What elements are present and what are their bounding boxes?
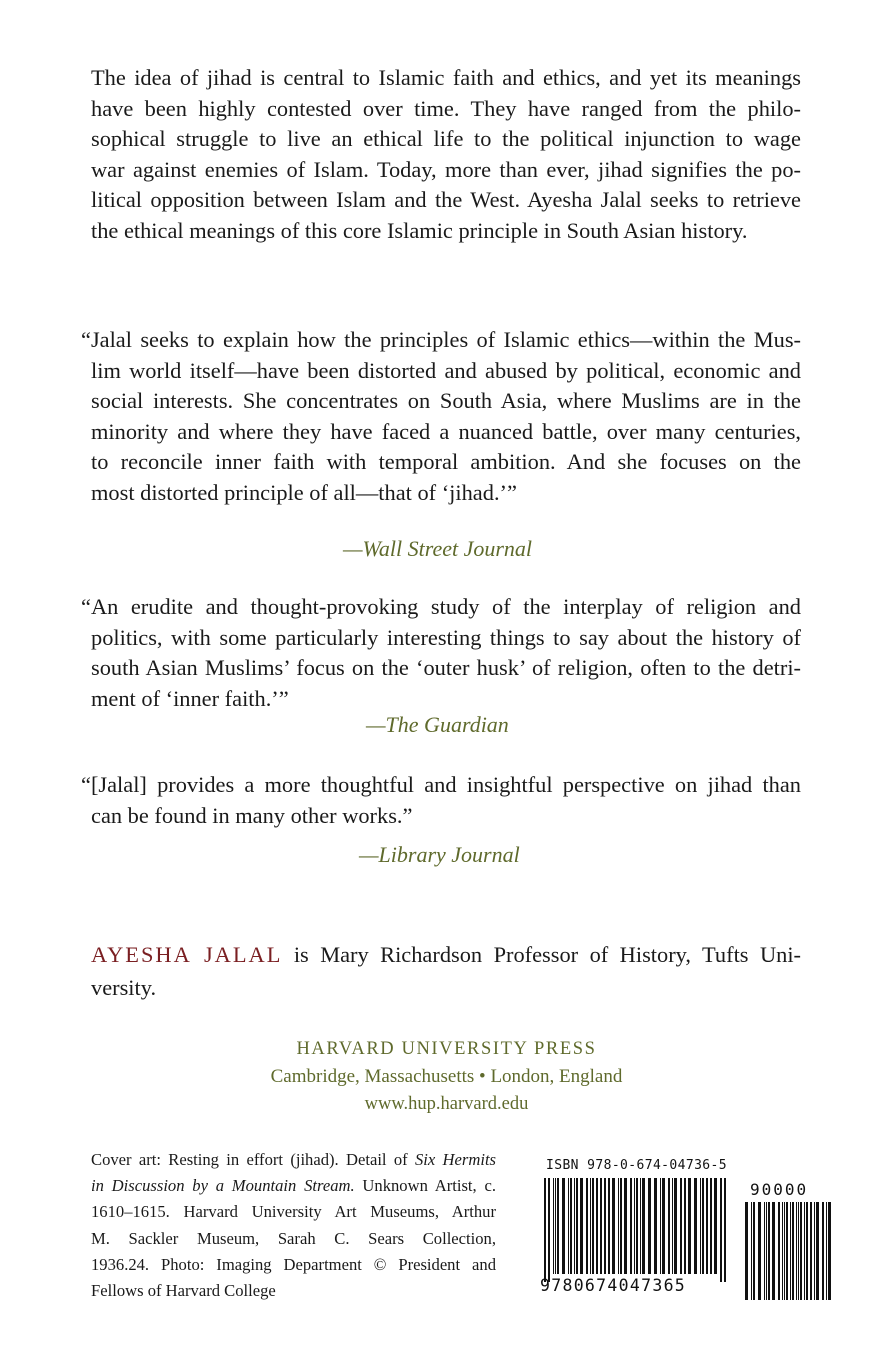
review-source: —Library Journal bbox=[359, 842, 520, 867]
barcode-bar bbox=[810, 1202, 812, 1300]
barcode-bar bbox=[642, 1178, 645, 1274]
barcode-bar bbox=[778, 1202, 780, 1300]
barcode-bar bbox=[784, 1202, 785, 1300]
barcode-bar bbox=[590, 1178, 591, 1274]
barcode-bar bbox=[634, 1178, 635, 1274]
description-line: litical opposition between Islam and the West. Ayesha Jalal seeks to retrieve bbox=[91, 187, 801, 212]
barcode-guard-bar bbox=[544, 1178, 546, 1282]
barcode-bar bbox=[620, 1178, 622, 1274]
barcode-bar bbox=[702, 1178, 704, 1274]
barcode-bar bbox=[557, 1178, 559, 1274]
barcode-bar bbox=[751, 1202, 752, 1300]
barcode-bar bbox=[826, 1202, 827, 1300]
publisher-name: HARVARD UNIVERSITY PRESS bbox=[296, 1039, 597, 1059]
review-quote-library-journal bbox=[81, 770, 801, 831]
barcode-bar bbox=[792, 1202, 794, 1300]
barcode-bar bbox=[640, 1178, 641, 1274]
barcode-bar bbox=[612, 1178, 615, 1274]
barcode-bar bbox=[688, 1178, 691, 1274]
isbn-barcode bbox=[540, 1158, 840, 1306]
barcode-bar bbox=[680, 1178, 682, 1274]
review-line: to reconcile inner faith with temporal ambition. And she focuses on the bbox=[91, 449, 801, 474]
ean-digits: 9780674047365 bbox=[540, 1276, 687, 1295]
description-line: have been highly contested over time. They have ranged from the philo- bbox=[91, 95, 801, 121]
barcode-bar bbox=[782, 1202, 783, 1300]
barcode-bar bbox=[816, 1202, 819, 1300]
barcode-bar bbox=[766, 1202, 767, 1300]
barcode-bar bbox=[768, 1202, 770, 1300]
barcode-bar bbox=[753, 1202, 755, 1300]
barcode-bar bbox=[806, 1202, 808, 1300]
barcode-bar bbox=[630, 1178, 632, 1274]
credit-line: in Discussion by a Mountain Stream. Unknown Artist, c. bbox=[91, 1176, 496, 1196]
barcode-bar bbox=[555, 1178, 556, 1274]
barcode-bar bbox=[570, 1178, 572, 1274]
cover-art-credit bbox=[91, 1147, 496, 1304]
review-quote-wall-street-journal bbox=[81, 325, 801, 508]
barcode-bar bbox=[822, 1202, 824, 1300]
barcode-bar bbox=[568, 1178, 569, 1274]
barcode-bar bbox=[798, 1202, 799, 1300]
barcode-bar bbox=[576, 1178, 578, 1274]
barcode-bar bbox=[674, 1178, 677, 1274]
description-line: the ethical meanings of this core Islamic principle in South Asian history. bbox=[91, 217, 748, 243]
barcode-bar bbox=[586, 1178, 588, 1274]
isbn-label: ISBN 978-0-674-04736-5 bbox=[546, 1158, 727, 1173]
barcode-bar bbox=[592, 1178, 594, 1274]
review-line: “Jalal seeks to explain how the principles of Islamic ethics—within the Mus- bbox=[81, 327, 801, 352]
description-line: The idea of jihad is central to Islamic faith and ethics, and yet its meanings bbox=[91, 65, 801, 90]
author-name: AYESHA JALAL bbox=[91, 942, 283, 967]
barcode-bar bbox=[672, 1178, 673, 1274]
review-line: minority and where they have faced a nuanced battle, over many centuries, bbox=[91, 418, 801, 444]
author-bio-text: is Mary Richardson Professor of History, Tufts Uni- bbox=[282, 942, 801, 967]
review-line: ment of ‘inner faith.’” bbox=[91, 685, 289, 711]
barcode-bar bbox=[684, 1178, 686, 1274]
review-line: politics, with some particularly interesting things to say about the history of bbox=[91, 624, 801, 650]
barcode-bar bbox=[553, 1178, 554, 1274]
barcode-bar bbox=[800, 1202, 802, 1300]
barcode-bar bbox=[772, 1202, 775, 1300]
review-line: lim world itself—have been distorted and abused by political, economic and bbox=[91, 357, 801, 383]
credit-line: Cover art: Resting in effort (jihad). Detail of Six Hermits bbox=[91, 1150, 497, 1169]
author-bio bbox=[91, 938, 801, 1004]
review-line: most distorted principle of all—that of ‘jihad.’” bbox=[91, 479, 517, 505]
barcode-bar bbox=[706, 1178, 708, 1274]
barcode-bar bbox=[714, 1178, 717, 1274]
publisher-website: www.hup.harvard.edu bbox=[364, 1094, 529, 1114]
barcode-guard-bar bbox=[724, 1178, 726, 1282]
barcode-bar bbox=[828, 1202, 831, 1300]
credit-line: 1936.24. Photo: Imaging Department © President and bbox=[91, 1254, 496, 1274]
barcode-bar bbox=[636, 1178, 638, 1274]
book-description bbox=[91, 63, 801, 246]
barcode-bar bbox=[786, 1202, 788, 1300]
barcode-bar bbox=[608, 1178, 610, 1274]
description-line: war against enemies of Islam. Today, more than ever, jihad signifies the po- bbox=[91, 156, 801, 182]
barcode-bar bbox=[662, 1178, 665, 1274]
barcode-bar bbox=[596, 1178, 598, 1274]
barcode-bar bbox=[790, 1202, 791, 1300]
barcode-bar bbox=[694, 1178, 697, 1274]
price-code: 90000 bbox=[750, 1180, 809, 1199]
credit-line: Fellows of Harvard College bbox=[91, 1281, 276, 1301]
review-quote-the-guardian bbox=[81, 592, 801, 714]
credit-line: M. Sackler Museum, Sarah C. Sears Collection, bbox=[91, 1228, 496, 1248]
barcode-bar bbox=[668, 1178, 670, 1274]
barcode-bar bbox=[814, 1202, 815, 1300]
review-source: —Wall Street Journal bbox=[343, 536, 533, 561]
barcode-bar bbox=[580, 1178, 583, 1274]
barcode-bar bbox=[804, 1202, 805, 1300]
barcode-bar bbox=[796, 1202, 797, 1300]
barcode-bar bbox=[764, 1202, 765, 1300]
barcode-bar bbox=[600, 1178, 602, 1274]
barcode-bar bbox=[574, 1178, 575, 1274]
credit-line: 1610–1615. Harvard University Art Museums, Arthur bbox=[91, 1202, 496, 1222]
review-line: social interests. She concentrates on South Asia, where Muslims are in the bbox=[91, 388, 801, 413]
review-line: “[Jalal] provides a more thoughtful and insightful perspective on jihad than bbox=[81, 772, 801, 797]
barcode-bar bbox=[745, 1202, 748, 1300]
barcode-bar bbox=[618, 1178, 619, 1274]
publisher-block bbox=[0, 1036, 893, 1118]
barcode-bar bbox=[758, 1202, 761, 1300]
barcode-bar bbox=[660, 1178, 661, 1274]
review-source: —The Guardian bbox=[366, 712, 509, 737]
barcode-bar bbox=[604, 1178, 606, 1274]
barcode-bar bbox=[654, 1178, 657, 1274]
author-bio-line bbox=[91, 938, 801, 971]
barcode-bar bbox=[700, 1178, 701, 1274]
publisher-cities: Cambridge, Massachusetts • London, England bbox=[270, 1066, 623, 1087]
review-line: can be found in many other works.” bbox=[91, 802, 413, 828]
barcode-bar bbox=[624, 1178, 627, 1274]
review-line: south Asian Muslims’ focus on the ‘outer husk’ of religion, often to the detri- bbox=[91, 655, 801, 680]
barcode-guard-bar bbox=[548, 1178, 550, 1282]
author-bio-line: versity. bbox=[91, 975, 157, 1000]
review-line: “An erudite and thought-provoking study of the interplay of religion and bbox=[81, 594, 801, 619]
barcode-bar bbox=[648, 1178, 651, 1274]
barcode-bar bbox=[562, 1178, 565, 1274]
description-line: sophical struggle to live an ethical life to the political injunction to wage bbox=[91, 126, 801, 151]
barcode-guard-bar bbox=[720, 1178, 722, 1282]
barcode-bar bbox=[710, 1178, 712, 1274]
